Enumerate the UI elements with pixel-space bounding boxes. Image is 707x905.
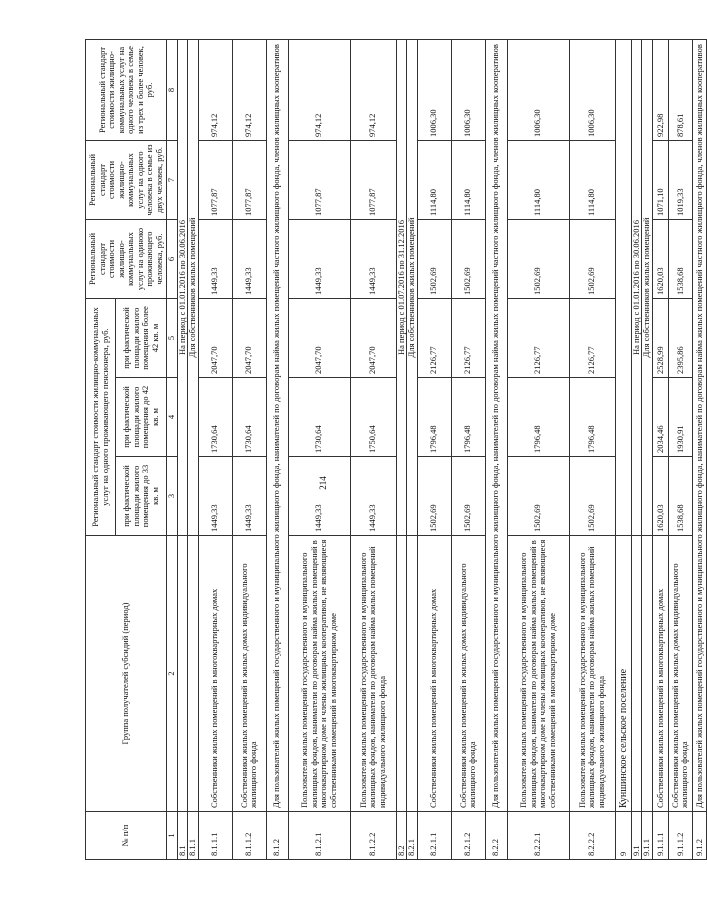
value-cell: 1449,33 <box>232 457 266 536</box>
table-row <box>288 40 350 860</box>
row-number: 8.1.2 <box>266 812 288 860</box>
row-number: 8.1.2.1 <box>288 812 350 860</box>
header-num: № п/п <box>86 812 167 860</box>
value-cell: 1796,48 <box>417 378 451 457</box>
row-number: 9.1.1.2 <box>668 812 692 860</box>
header-col8: Региональный стандарт стоимости жилищно-коммунальных услуг на одного человека в семье из трех и более человек, руб. <box>86 40 167 141</box>
value-cell: 1006,30 <box>451 40 485 141</box>
col-index: 7 <box>167 141 178 220</box>
row-number: 8.2.2 <box>485 812 507 860</box>
period-label: Для собственников жилых помещений <box>642 40 653 536</box>
period-row <box>407 40 418 860</box>
row-number: 8.2.2.2 <box>569 812 615 860</box>
value-cell: 974,12 <box>288 40 350 141</box>
value-cell: 1019,33 <box>668 141 692 220</box>
value-cell: 1796,48 <box>507 378 569 457</box>
row-number: 8.1.1 <box>188 812 199 860</box>
header-group-standard: Региональный стандарт стоимости жилищно-коммунальных услуг на одного проживающего пенсионера, руб. <box>86 299 116 536</box>
group-row <box>266 40 288 860</box>
value-cell: 1077,87 <box>350 141 396 220</box>
settlement-label: Куншинское сельское поселение <box>615 536 631 812</box>
row-number: 8.2.1 <box>407 812 418 860</box>
value-cell: 974,12 <box>198 40 232 141</box>
header-col3: при фактической площади жилого помещения до 33 кв. м <box>116 457 167 536</box>
value-cell: 1449,33 <box>232 220 266 299</box>
row-number: 8.1 <box>177 812 188 860</box>
group-row <box>485 40 507 860</box>
value-cell: 1538,68 <box>668 457 692 536</box>
table-row <box>652 40 668 860</box>
value-cell: 1502,69 <box>451 457 485 536</box>
row-group: Пользователи жилых помещений государственного и муниципального жилищных фондов, наниматели по договорам найма жилых помещений в многоквартирном доме и члены жилищных кооперативов, не являющиеся собственниками помещений в многоквартирном доме <box>288 536 350 812</box>
col-index: 1 <box>167 812 178 860</box>
rotated-table-container <box>85 40 704 860</box>
value-cell: 2126,77 <box>507 299 569 378</box>
table-row <box>232 40 266 860</box>
value-cell: 922,98 <box>652 40 668 141</box>
header-group: Группа получателей субсидий (период) <box>86 536 167 812</box>
settlement-row <box>615 40 631 860</box>
period-label: Для собственников жилых помещений <box>407 40 418 536</box>
value-cell: 1620,03 <box>652 457 668 536</box>
value-cell: 1449,33 <box>198 220 232 299</box>
value-cell: 1502,69 <box>451 220 485 299</box>
row-group: Собственники жилых помещений в жилых домах индивидуального жилищного фонда <box>451 536 485 812</box>
table-row <box>417 40 451 860</box>
value-cell: 1114,80 <box>507 141 569 220</box>
period-row <box>631 40 642 860</box>
row-group: Собственники жилых помещений в многоквартирных домах <box>417 536 451 812</box>
subsidy-standards-table <box>85 39 707 860</box>
value-cell: 1930,91 <box>668 378 692 457</box>
value-cell: 1449,33 <box>198 457 232 536</box>
period-label: Для собственников жилых помещений <box>188 40 199 536</box>
value-cell: 1071,10 <box>652 141 668 220</box>
row-number: 8.2 <box>396 812 407 860</box>
column-index-row <box>167 40 178 860</box>
col-index: 4 <box>167 378 178 457</box>
header-col5: при фактической площади жилого помещения более 42 кв. м <box>116 299 167 378</box>
value-cell: 1730,64 <box>288 378 350 457</box>
value-cell: 2126,77 <box>569 299 615 378</box>
value-cell: 1449,33 <box>288 457 350 536</box>
value-cell: 2126,77 <box>451 299 485 378</box>
col-index: 8 <box>167 40 178 141</box>
header-col7: Региональный стандарт стоимости жилищно-коммунальных услуг на одного человека в семье из двух человек, руб. <box>86 141 167 220</box>
period-row <box>177 40 188 860</box>
value-cell: 2047,70 <box>350 299 396 378</box>
value-cell: 1077,87 <box>232 141 266 220</box>
header-col6: Региональный стандарт стоимости жилищно-коммунальных услуг на одиноко проживающего человека, руб. <box>86 220 167 299</box>
row-group: Собственники жилых помещений в многоквартирных домах <box>198 536 232 812</box>
row-number: 9.1.2 <box>692 812 707 860</box>
col-index: 5 <box>167 299 178 378</box>
value-cell: 1114,80 <box>451 141 485 220</box>
value-cell: 1006,30 <box>507 40 569 141</box>
value-cell: 1502,69 <box>507 220 569 299</box>
value-cell: 1449,33 <box>350 457 396 536</box>
col-index: 2 <box>167 536 178 812</box>
group-label: Для пользователей жилых помещений государственного и муниципального жилищного фонда, нанимателей по договорам найма жилых помещений частного жилищного фонда, членов жилищных кооперативов <box>485 40 507 812</box>
value-cell: 1620,03 <box>652 220 668 299</box>
value-cell: 1006,30 <box>569 40 615 141</box>
row-group: Собственники жилых помещений в жилых домах индивидуального жилищного фонда <box>668 536 692 812</box>
table-row <box>198 40 232 860</box>
row-number: 9.1.1.1 <box>652 812 668 860</box>
value-cell: 1449,33 <box>288 220 350 299</box>
group-label: Для пользователей жилых помещений государственного и муниципального жилищного фонда, нанимателей по договорам найма жилых помещений частного жилищного фонда, членов жилищных кооперативов <box>692 40 707 812</box>
page-number: 214 <box>318 476 328 490</box>
value-cell: 2395,86 <box>668 299 692 378</box>
value-cell: 1114,80 <box>417 141 451 220</box>
value-cell: 2126,77 <box>417 299 451 378</box>
value-cell: 2047,70 <box>232 299 266 378</box>
row-group: Пользователи жилых помещений государственного и муниципального жилищных фондов, наниматели по договорам найма жилых помещений в многоквартирном доме и члены жилищных кооперативов, не являющиеся собственниками помещений в многоквартирном доме <box>507 536 569 812</box>
value-cell: 1077,87 <box>198 141 232 220</box>
value-cell: 1502,69 <box>569 457 615 536</box>
table-row <box>668 40 692 860</box>
value-cell: 2034,46 <box>652 378 668 457</box>
row-group: Собственники жилых помещений в жилых домах индивидуального жилищного фонда <box>232 536 266 812</box>
table-row <box>569 40 615 860</box>
col-index: 6 <box>167 220 178 299</box>
period-row <box>396 40 407 860</box>
row-number: 8.1.2.2 <box>350 812 396 860</box>
row-number: 8.2.2.1 <box>507 812 569 860</box>
value-cell: 1449,33 <box>350 220 396 299</box>
period-label: На период с 01.01.2016 по 30.06.2016 <box>177 40 188 536</box>
value-cell: 974,12 <box>350 40 396 141</box>
table-row <box>507 40 569 860</box>
table-row <box>350 40 396 860</box>
period-label: На период с 01.01.2016 по 30.06.2016 <box>631 40 642 536</box>
value-cell: 1502,69 <box>417 457 451 536</box>
value-cell: 2047,70 <box>288 299 350 378</box>
row-number: 9.1.1 <box>642 812 653 860</box>
row-number: 8.1.1.2 <box>232 812 266 860</box>
header-col4: при фактической площади жилого помещения до 42 кв. м <box>116 378 167 457</box>
row-number: 8.1.1.1 <box>198 812 232 860</box>
row-number: 8.2.1.2 <box>451 812 485 860</box>
value-cell: 1502,69 <box>417 220 451 299</box>
value-cell: 1502,69 <box>507 457 569 536</box>
value-cell: 2047,70 <box>198 299 232 378</box>
period-label: На период с 01.07.2016 по 31.12.2016 <box>396 40 407 536</box>
value-cell: 1006,30 <box>417 40 451 141</box>
period-row <box>188 40 199 860</box>
row-number: 9 <box>615 812 631 860</box>
group-label: Для пользователей жилых помещений государственного и муниципального жилищного фонда, нанимателей по договорам найма жилых помещений частного жилищного фонда, членов жилищных кооперативов <box>266 40 288 812</box>
row-number: 9.1 <box>631 812 642 860</box>
value-cell: 1730,64 <box>232 378 266 457</box>
col-index: 3 <box>167 457 178 536</box>
value-cell: 878,61 <box>668 40 692 141</box>
value-cell: 974,12 <box>232 40 266 141</box>
period-row <box>642 40 653 860</box>
value-cell: 1114,80 <box>569 141 615 220</box>
row-group: Пользователи жилых помещений государственного и муниципального жилищных фондов, наниматели по договорам найма жилых помещений индивидуального жилищного фонда <box>350 536 396 812</box>
value-cell: 1538,68 <box>668 220 692 299</box>
row-group: Собственники жилых помещений в многоквартирных домах <box>652 536 668 812</box>
value-cell: 1750,64 <box>350 378 396 457</box>
table-row <box>451 40 485 860</box>
value-cell: 2528,99 <box>652 299 668 378</box>
value-cell: 1796,48 <box>569 378 615 457</box>
group-row <box>692 40 707 860</box>
value-cell: 1796,48 <box>451 378 485 457</box>
row-group: Пользователи жилых помещений государственного и муниципального жилищных фондов, наниматели по договорам найма жилых помещений индивидуального жилищного фонда <box>569 536 615 812</box>
row-number: 8.2.1.1 <box>417 812 451 860</box>
value-cell: 1502,69 <box>569 220 615 299</box>
value-cell: 1077,87 <box>288 141 350 220</box>
value-cell: 1730,64 <box>198 378 232 457</box>
